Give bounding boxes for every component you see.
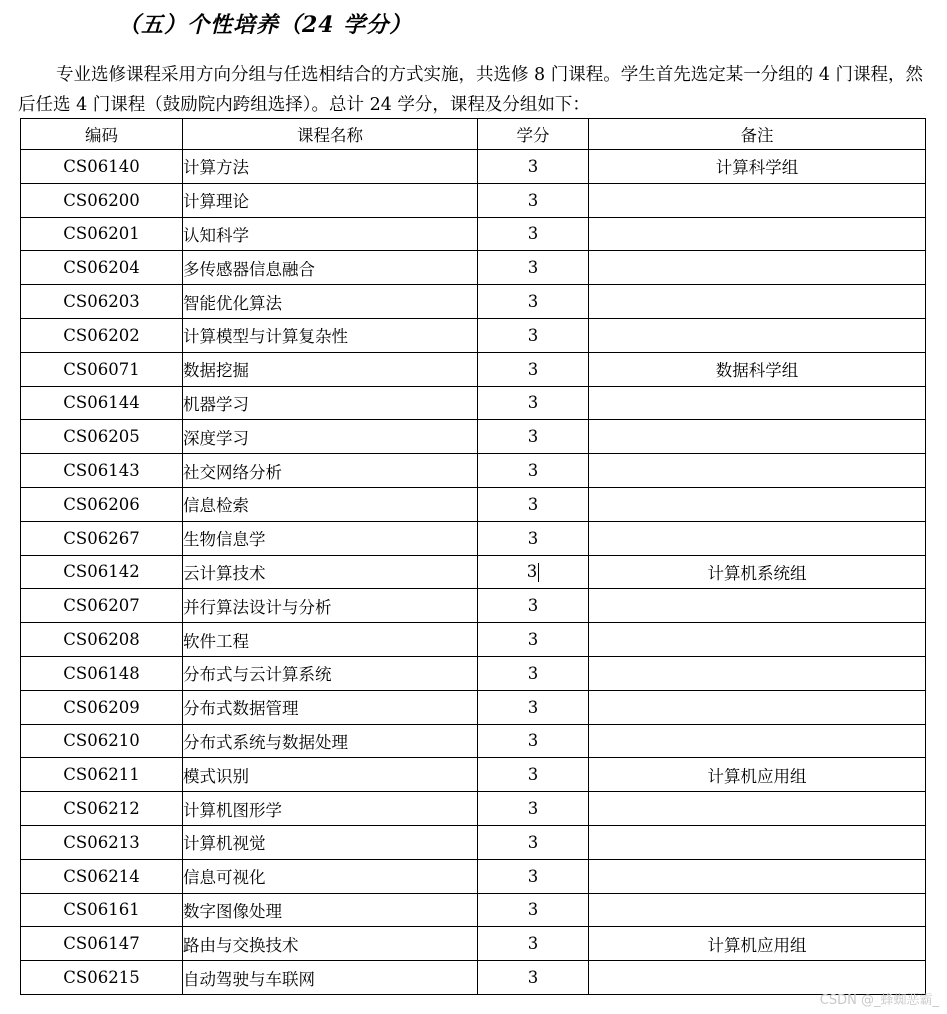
course-credit-cell-text: 3 [527,832,539,852]
course-note-cell [589,420,926,454]
table-row [21,251,926,285]
course-code-cell-text: CS06205 [63,427,140,447]
course-credit-cell [478,420,589,454]
table-row [21,893,926,927]
course-name-cell [183,825,478,859]
course-name-cell [183,623,478,657]
course-code-cell [21,150,183,184]
table-row [21,555,926,589]
course-credit-cell [478,150,589,184]
table-row [21,183,926,217]
course-note-cell [589,690,926,724]
course-note-cell [589,217,926,251]
course-name-cell-text: 信息可视化 [183,868,266,888]
course-code-cell [21,217,183,251]
course-name-cell-text: 多传感器信息融合 [183,259,315,279]
course-name-cell [183,150,478,184]
course-name-cell-text: 计算机图形学 [183,800,282,820]
course-credit-cell [478,724,589,758]
course-code-cell [21,352,183,386]
course-credit-cell [478,690,589,724]
course-note-cell [589,927,926,961]
course-note-cell [589,183,926,217]
course-credit-cell [478,555,589,589]
course-name-cell-text: 路由与交换技术 [183,935,299,955]
course-name-cell [183,961,478,995]
course-note-cell [589,656,926,690]
course-credit-cell [478,927,589,961]
course-table [20,118,926,995]
course-note-cell [589,454,926,488]
course-credit-cell-text: 3 [527,866,539,886]
course-name-cell [183,285,478,319]
course-note-cell [589,555,926,589]
course-name-cell-text: 生物信息学 [183,530,266,550]
course-credit-cell-text: 3 [527,190,539,210]
course-credit-cell-text: 3 [527,630,539,650]
course-credit-cell-text: 3 [527,427,539,447]
course-credit-cell [478,623,589,657]
course-name-cell [183,555,478,589]
course-name-cell-text: 计算模型与计算复杂性 [183,327,348,347]
course-name-cell-text: 数据挖掘 [183,361,249,381]
course-note-cell [589,521,926,555]
header-code: 编码 [21,119,183,150]
course-credit-cell-text: 3 [527,258,539,278]
course-code-cell-text: CS06144 [63,393,140,413]
course-note-cell-text: 计算机系统组 [707,563,807,583]
course-code-cell-text: CS06148 [63,663,140,683]
course-code-cell [21,724,183,758]
course-name-cell [183,487,478,521]
course-credit-cell [478,251,589,285]
course-name-cell-text: 计算机视觉 [183,834,266,854]
course-note-cell [589,487,926,521]
course-credit-cell-text: 3 [527,596,539,616]
table-row [21,758,926,792]
course-code-cell-text: CS06267 [63,528,140,548]
course-code-cell [21,927,183,961]
course-name-cell [183,352,478,386]
course-name-cell-text: 分布式与云计算系统 [183,665,332,685]
course-note-cell [589,150,926,184]
course-note-cell [589,623,926,657]
course-credit-cell [478,487,589,521]
course-credit-cell [478,859,589,893]
course-name-cell [183,724,478,758]
course-name-cell [183,318,478,352]
course-code-cell [21,420,183,454]
course-code-cell-text: CS06143 [63,461,140,481]
course-code-cell-text: CS06161 [63,900,140,920]
course-name-cell [183,454,478,488]
course-credit-cell-text: 3 [527,156,539,176]
course-code-cell [21,487,183,521]
course-name-cell [183,859,478,893]
course-name-cell [183,589,478,623]
course-name-cell-text: 云计算技术 [183,563,266,583]
course-note-cell [589,251,926,285]
course-name-cell-text: 深度学习 [183,428,249,448]
table-row [21,217,926,251]
table-row [21,521,926,555]
course-code-cell-text: CS06211 [63,765,140,785]
course-code-cell-text: CS06142 [63,562,140,582]
course-code-cell [21,555,183,589]
course-code-cell-text: CS06207 [63,596,140,616]
header-course-name: 课程名称 [183,119,478,150]
course-code-cell [21,961,183,995]
course-note-cell-text: 数据科学组 [715,361,799,381]
course-code-cell-text: CS06210 [63,731,140,751]
course-name-cell-text: 模式识别 [183,766,249,786]
course-code-cell [21,792,183,826]
course-credit-cell [478,217,589,251]
course-name-cell-text: 计算理论 [183,192,249,212]
course-code-cell-text: CS06203 [63,292,140,312]
course-code-cell [21,521,183,555]
course-note-cell [589,352,926,386]
course-code-cell [21,589,183,623]
course-note-cell [589,792,926,826]
course-code-cell [21,318,183,352]
course-code-cell [21,285,183,319]
course-credit-cell [478,318,589,352]
course-name-cell-text: 社交网络分析 [183,462,282,482]
course-code-cell [21,825,183,859]
course-note-cell [589,285,926,319]
course-credit-cell [478,656,589,690]
course-note-cell [589,724,926,758]
course-credit-cell-text: 3 [527,731,539,751]
course-name-cell [183,183,478,217]
course-name-cell-text: 自动驾驶与车联网 [183,969,315,989]
course-credit-cell [478,825,589,859]
course-name-cell-text: 软件工程 [183,631,249,651]
course-credit-cell [478,521,589,555]
table-row [21,589,926,623]
course-credit-cell-text: 3 [527,697,539,717]
header-note: 备注 [589,119,926,150]
table-row [21,690,926,724]
course-name-cell [183,521,478,555]
table-row [21,285,926,319]
course-code-cell [21,893,183,927]
csdn-watermark: CSDN @_蜂蜘恶霸_ [819,993,939,1008]
course-name-cell-text: 数字图像处理 [183,901,282,921]
course-name-cell [183,893,478,927]
course-code-cell-text: CS06214 [63,866,140,886]
course-name-cell [183,217,478,251]
course-name-cell [183,927,478,961]
course-code-cell-text: CS06200 [63,190,140,210]
course-code-cell-text: CS06206 [63,494,140,514]
course-credit-cell-text: 3 [527,494,539,514]
course-credit-cell [478,961,589,995]
table-row [21,318,926,352]
course-code-cell [21,183,183,217]
table-row [21,150,926,184]
course-name-cell-text: 计算方法 [183,158,249,178]
course-name-cell [183,758,478,792]
course-code-cell-text: CS06215 [63,968,140,988]
course-name-cell-text: 信息检索 [183,496,249,516]
course-note-cell-text: 计算机应用组 [707,766,807,786]
course-code-cell-text: CS06209 [63,697,140,717]
course-credit-cell [478,285,589,319]
course-credit-cell [478,589,589,623]
table-row [21,859,926,893]
table-header-row [21,119,926,150]
course-code-cell-text: CS06201 [63,224,140,244]
course-credit-cell-text: 3 [527,968,539,988]
course-credit-cell-text: 3 [527,934,539,954]
table-row [21,961,926,995]
course-credit-cell [478,758,589,792]
course-code-cell [21,386,183,420]
course-credit-cell-text: 3 [527,325,539,345]
course-credit-cell-text: 3 [527,528,539,548]
table-row [21,386,926,420]
course-credit-cell-text: 3 [527,765,539,785]
course-credit-cell-text: 3 [527,292,539,312]
course-code-cell [21,758,183,792]
course-name-cell [183,792,478,826]
course-credit-cell-text: 3 [526,561,538,581]
course-credit-cell [478,893,589,927]
course-note-cell [589,859,926,893]
course-note-cell [589,386,926,420]
course-code-cell [21,656,183,690]
table-row [21,792,926,826]
course-code-cell [21,690,183,724]
course-credit-cell-text: 3 [527,359,539,379]
course-name-cell-text: 分布式数据管理 [183,699,299,719]
table-row [21,454,926,488]
text-cursor [538,563,539,582]
table-row [21,724,926,758]
course-code-cell [21,859,183,893]
course-credit-cell-text: 3 [527,393,539,413]
course-name-cell-text: 机器学习 [183,394,249,414]
course-credit-cell-text: 3 [527,663,539,683]
course-code-cell-text: CS06140 [63,156,140,176]
course-code-cell-text: CS06202 [63,325,140,345]
course-note-cell-text: 计算机应用组 [707,935,807,955]
course-code-cell [21,623,183,657]
table-row [21,352,926,386]
course-note-cell [589,318,926,352]
course-credit-cell-text: 3 [527,799,539,819]
course-name-cell [183,386,478,420]
course-code-cell-text: CS06212 [63,799,140,819]
course-credit-cell [478,352,589,386]
course-credit-cell-text: 3 [527,461,539,481]
course-name-cell [183,690,478,724]
header-credit: 学分 [478,119,589,150]
table-row [21,487,926,521]
course-note-cell [589,589,926,623]
course-code-cell-text: CS06213 [63,832,140,852]
course-credit-cell [478,792,589,826]
course-note-cell [589,758,926,792]
course-name-cell-text: 认知科学 [183,225,249,245]
table-row [21,927,926,961]
table-row [21,623,926,657]
course-name-cell [183,656,478,690]
course-credit-cell [478,183,589,217]
course-note-cell [589,893,926,927]
course-code-cell-text: CS06208 [63,630,140,650]
course-code-cell-text: CS06071 [63,359,140,379]
table-row [21,420,926,454]
course-name-cell-text: 并行算法设计与分析 [183,597,332,617]
table-row [21,825,926,859]
course-credit-cell [478,386,589,420]
course-name-cell [183,251,478,285]
course-code-cell [21,251,183,285]
course-note-cell-text: 计算科学组 [715,158,799,178]
course-name-cell-text: 智能优化算法 [183,293,282,313]
course-note-cell [589,825,926,859]
course-credit-cell [478,454,589,488]
course-name-cell [183,420,478,454]
course-code-cell-text: CS06204 [63,258,140,278]
course-credit-cell-text: 3 [527,900,539,920]
course-code-cell-text: CS06147 [63,934,140,954]
table-row [21,656,926,690]
course-credit-cell-text: 3 [527,224,539,244]
intro-paragraph: 专业选修课程采用方向分组与任选相结合的方式实施，共选修 8 门课程。学生首先选定某一分组的 4 门课程，然后任选 4 门课程（鼓励院内跨组选择）。总计 24 学分，课程及分组如下： [18,65,924,115]
section-heading: （五）个性培养（24 学分） [118,12,413,38]
course-name-cell-text: 分布式系统与数据处理 [183,732,348,752]
course-code-cell [21,454,183,488]
